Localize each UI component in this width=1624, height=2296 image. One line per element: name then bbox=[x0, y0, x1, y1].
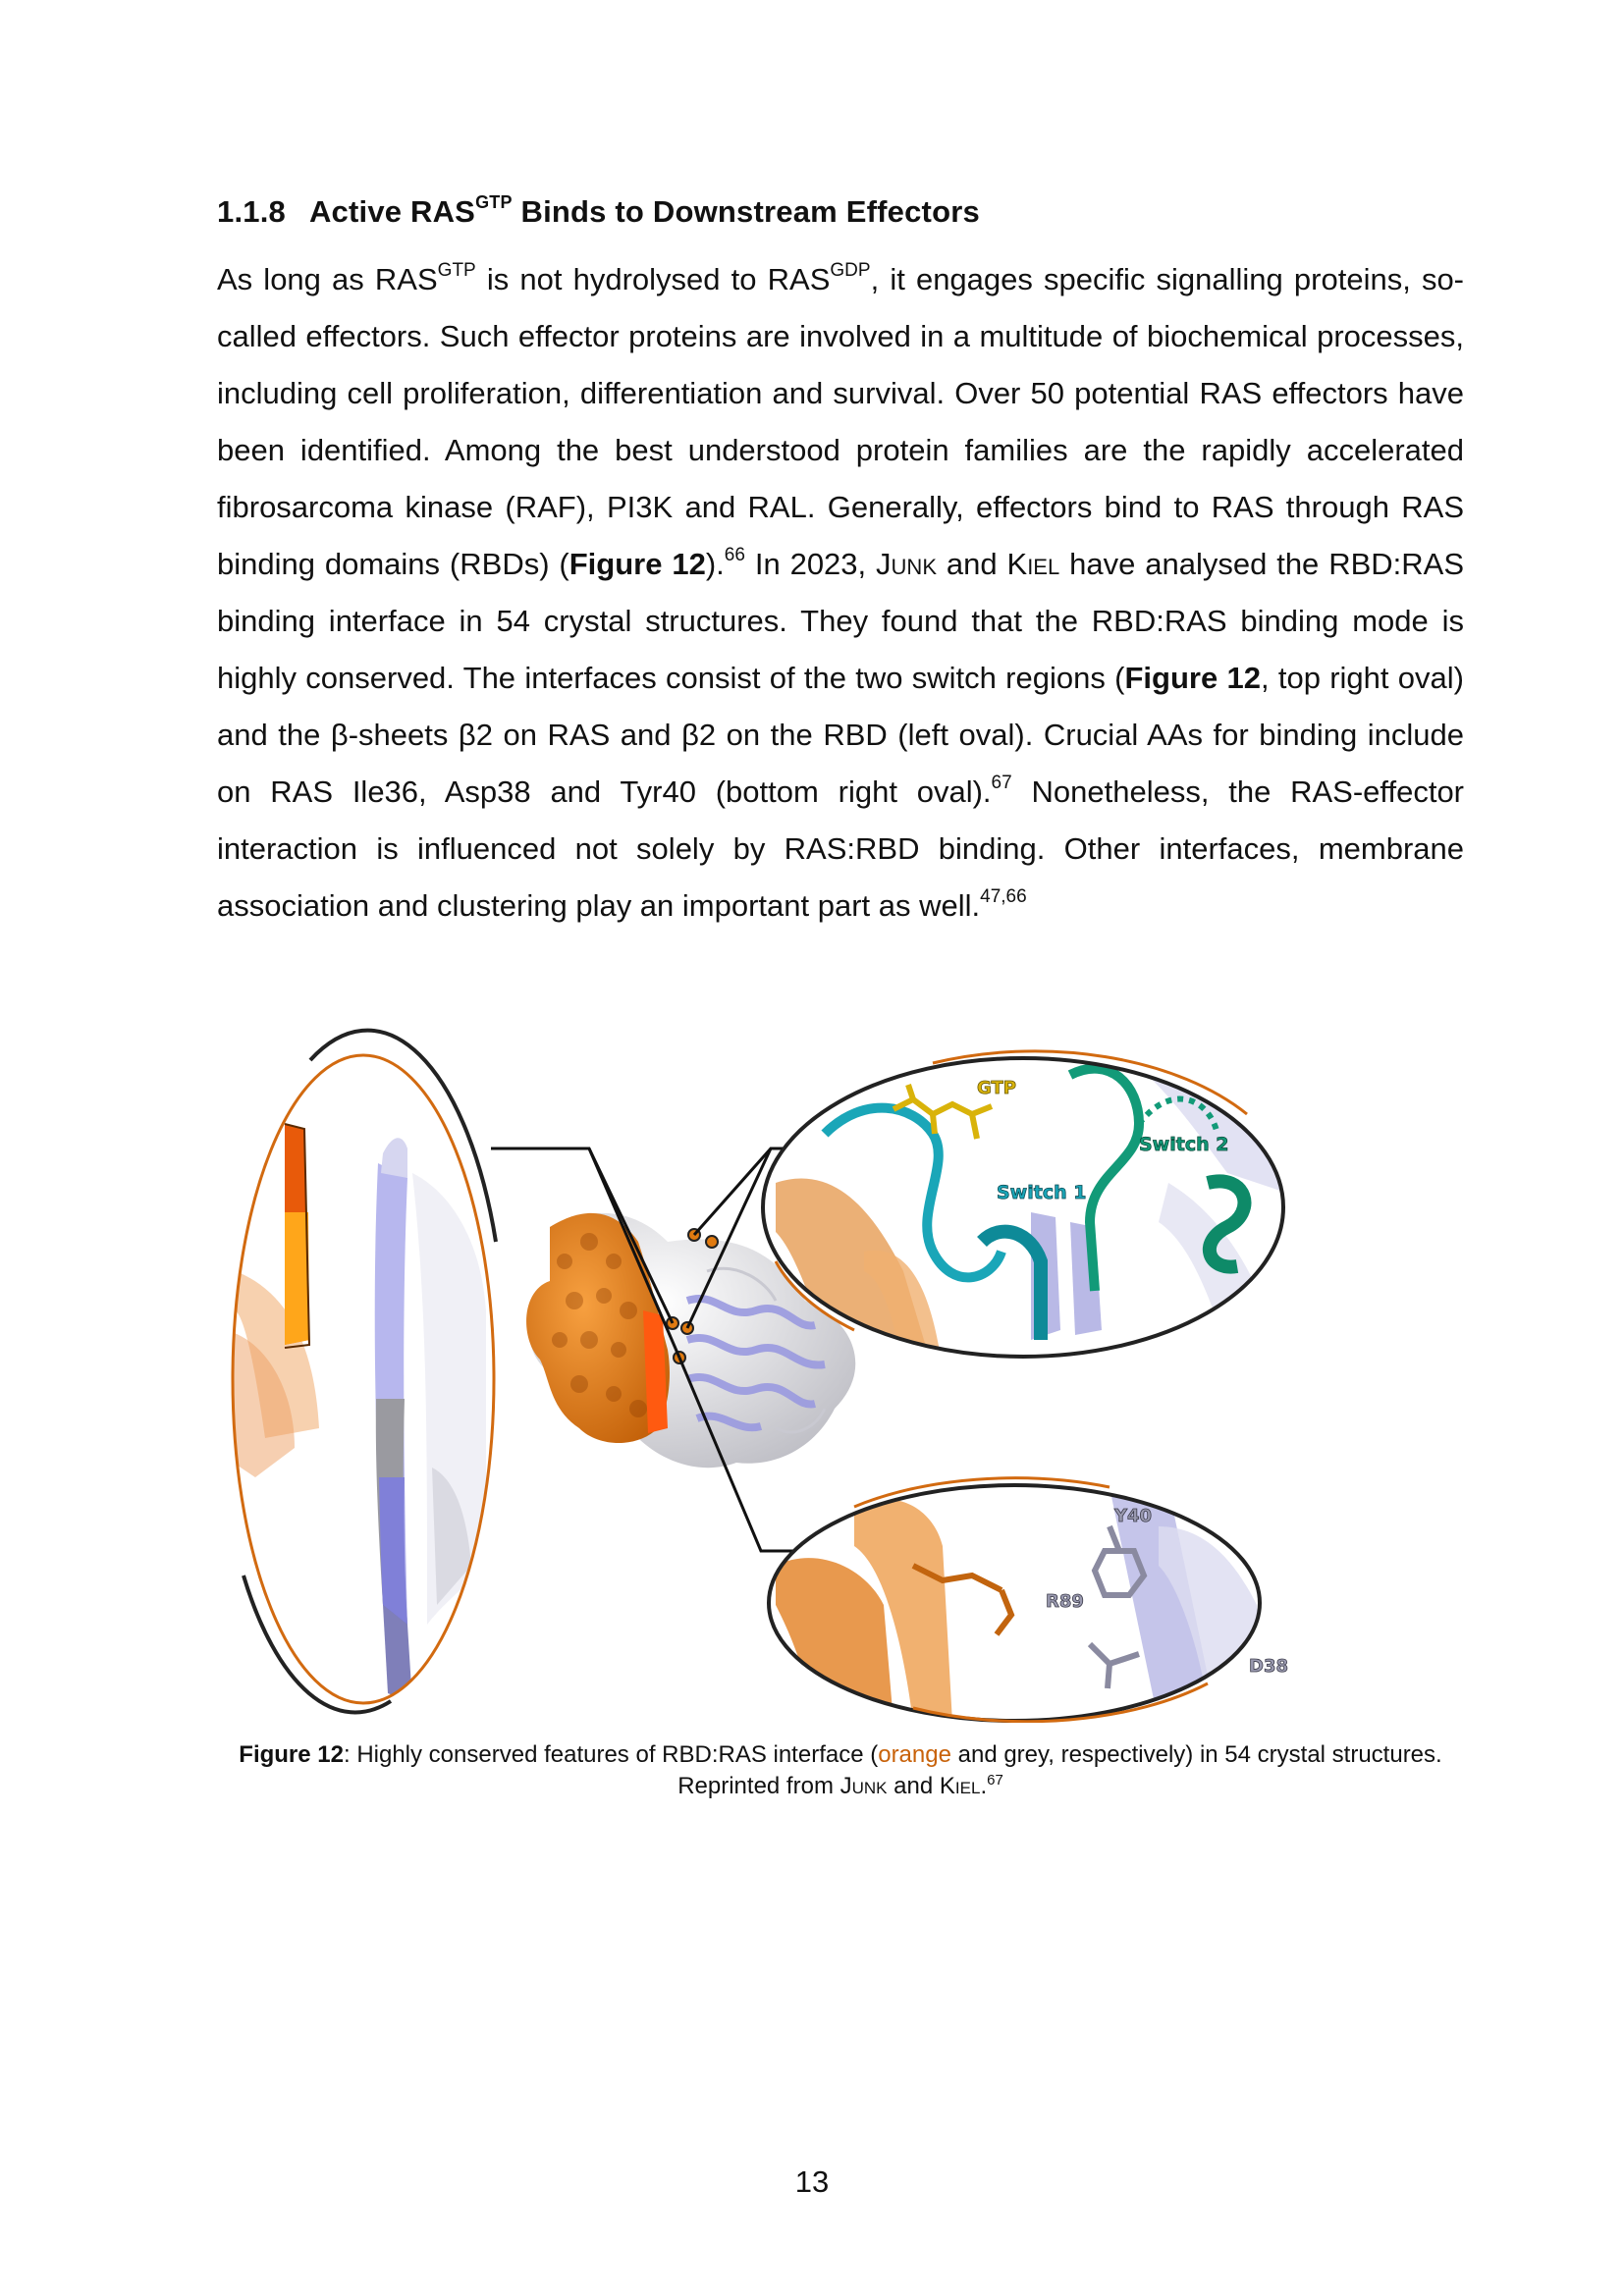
section-heading bbox=[217, 192, 980, 230]
bottom-right-oval-inset bbox=[769, 1478, 1288, 1723]
section-number: 1.1.8 bbox=[217, 194, 286, 229]
caption-label: Figure 12 bbox=[239, 1741, 344, 1768]
page-number: 13 bbox=[794, 2164, 830, 2199]
figure-reference: Figure 12 bbox=[1124, 661, 1261, 695]
y40-label: Y40 bbox=[1114, 1506, 1153, 1526]
switch1-label: Switch 1 bbox=[997, 1182, 1087, 1203]
section-title-rest: Binds to Downstream Effectors bbox=[512, 194, 980, 229]
text-run: is not hydrolysed to RAS bbox=[475, 262, 831, 296]
citation: 47,66 bbox=[980, 886, 1027, 907]
citation: 67 bbox=[991, 773, 1012, 793]
superscript: GTP bbox=[437, 260, 476, 281]
author-name: Kiel bbox=[1006, 547, 1060, 581]
text-run: , it engages specific signalling proteins, so-called effectors. Such effector proteins are involved in a multitude of biochemical processes, including cell proliferation, differentiation and survival. Over 50 potential RAS effectors have been identified. Among the best understood protein families are the rapidly accelerated fibrosarcoma kinase (RAF), PI3K and RAL. Generally, effectors bind to RAS through RAS binding domains (RBDs) ( bbox=[217, 262, 1465, 581]
caption-text: and grey, respectively) in 54 crystal structures. Reprinted from bbox=[677, 1741, 1442, 1799]
left-oval-inset bbox=[226, 1031, 496, 1713]
d38-label: D38 bbox=[1249, 1656, 1288, 1677]
text-run: As long as RAS bbox=[217, 262, 438, 296]
section-title-main: Active RAS bbox=[308, 194, 476, 229]
author-name: Junk bbox=[876, 547, 937, 581]
author-name: Junk bbox=[839, 1773, 888, 1799]
figure-12 bbox=[226, 1016, 1463, 1723]
author-name: Kiel bbox=[939, 1773, 981, 1799]
caption-text: : Highly conserved features of RBD:RAS interface ( bbox=[343, 1741, 879, 1768]
r89-label: R89 bbox=[1046, 1591, 1084, 1612]
text-run: and bbox=[937, 547, 1007, 581]
text-run: In 2023, bbox=[744, 547, 877, 581]
superscript: GDP bbox=[830, 260, 871, 281]
body-paragraph bbox=[217, 251, 1464, 934]
text-run: ). bbox=[705, 547, 725, 581]
text-run: , top right oval) and the β-sheets β2 on RAS and β2 on the RBD (left oval). Crucial AAs for binding include on RAS Ile36, Asp38 and Tyr40 (bottom right oval). bbox=[217, 661, 1464, 809]
figure-illustration bbox=[226, 1016, 1463, 1723]
top-right-oval-inset bbox=[763, 1036, 1286, 1369]
figure-reference: Figure 12 bbox=[568, 547, 706, 581]
gtp-label: GTP bbox=[977, 1078, 1016, 1098]
citation: 66 bbox=[724, 545, 745, 565]
switch2-label: Switch 2 bbox=[1139, 1134, 1229, 1155]
figure-caption bbox=[217, 1739, 1464, 1802]
section-title-superscript: GTP bbox=[475, 192, 513, 212]
text-run: Nonetheless, the RAS-effector interaction is influenced not solely by RAS:RBD binding. Other interfaces, membrane association and clustering play an important part as well. bbox=[217, 774, 1465, 923]
text-run: have analysed the RBD:RAS binding interface in 54 crystal structures. They found that the RBD:RAS binding mode is highly conserved. The interfaces consist of the two switch regions ( bbox=[217, 547, 1464, 695]
citation: 67 bbox=[987, 1772, 1003, 1789]
caption-text: . bbox=[980, 1773, 988, 1799]
caption-orange-word: orange bbox=[878, 1741, 951, 1768]
caption-text: and bbox=[887, 1773, 940, 1799]
